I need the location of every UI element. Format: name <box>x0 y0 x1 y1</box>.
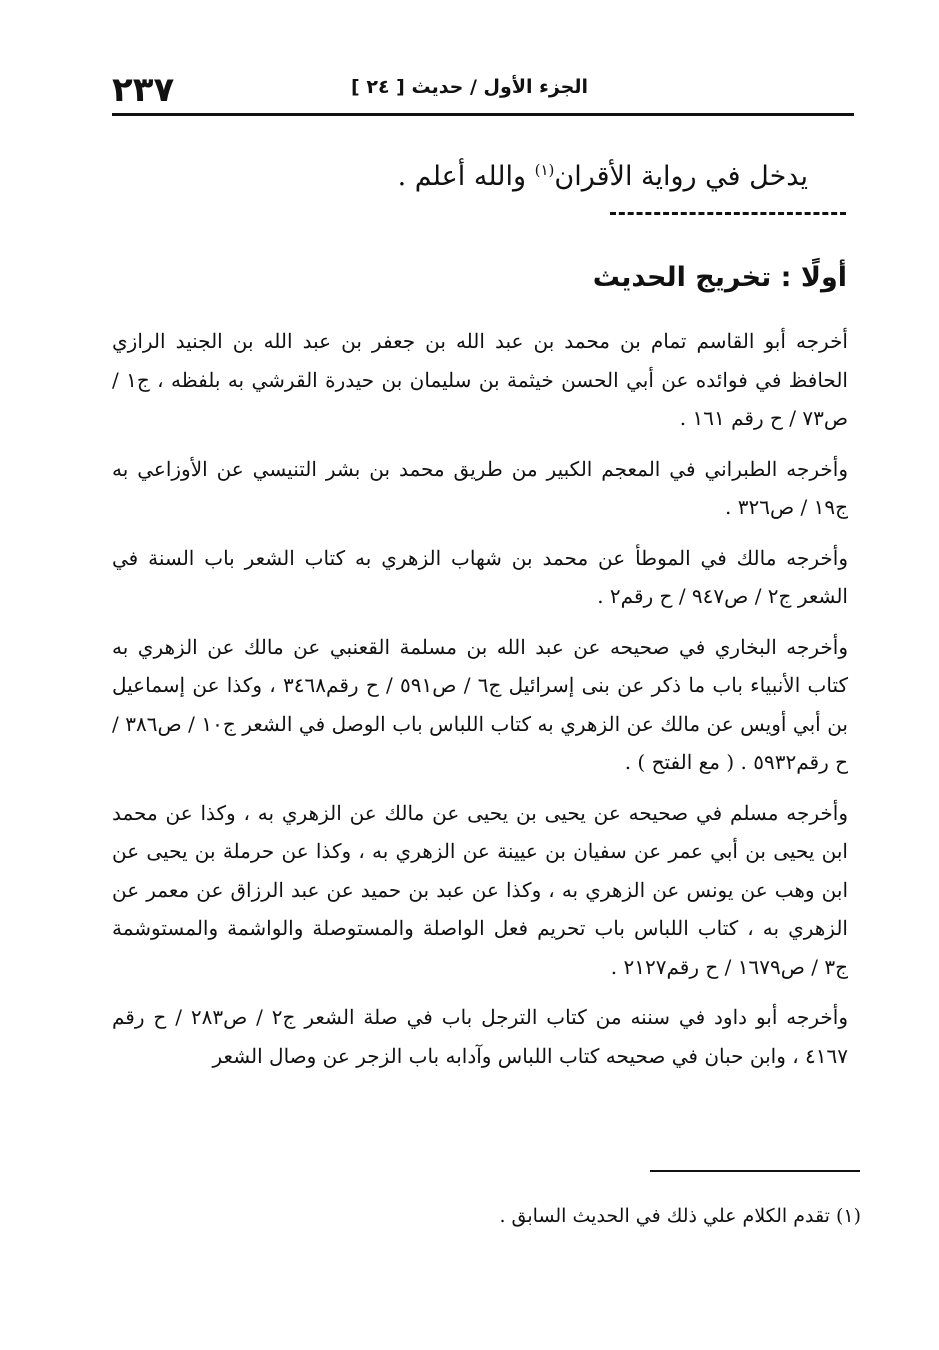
footnote-rule <box>650 1170 860 1172</box>
page-number: ٢٣٧ <box>112 70 175 110</box>
section-title: أولًا : تخريج الحديث <box>592 262 847 293</box>
paragraph: وأخرجه مالك في الموطأ عن محمد بن شهاب الزهري به كتاب الشعر باب السنة في الشعر ج٢ / ص٩٤٧ / ح رقم٢ . <box>112 545 848 608</box>
page-header <box>112 66 852 110</box>
body-text <box>112 322 848 1087</box>
footnote-text: تقدم الكلام علي ذلك في الحديث السابق . <box>499 1205 836 1227</box>
footnote-reference: (١) <box>534 161 555 179</box>
paragraph: وأخرجه الطبراني في المعجم الكبير من طريق محمد بن بشر التنيسي عن الأوزاعي به ج١٩ / ص٣٢٦ . <box>112 456 848 519</box>
running-head: الجزء الأول / حديث [ ٢٤ ] <box>351 76 588 98</box>
header-rule <box>112 113 854 116</box>
section-separator <box>610 212 846 215</box>
paragraph: وأخرجه مسلم في صحيحه عن يحيى بن يحيى عن مالك عن الزهري به ، وكذا عن محمد ابن يحيى بن أبي عمر عن سفيان بن عيينة عن الزهري به ، وكذا عن حرملة بن يحيى عن ابن وهب عن يونس عن الزهري به ، وكذا عن عبد بن حميد عن عبد الرزاق عن معمر عن الزهري به ، كتاب اللباس باب تحريم فعل الواصلة والمستوصلة والواشمة والمستوشمة ج٣ / ص١٦٧٩ / ح رقم٢١٢٧ . <box>112 800 848 979</box>
lead-sentence <box>112 146 848 201</box>
footnote-marker: (١) <box>835 1205 861 1227</box>
lead-text-before: يدخل في رواية الأقران <box>554 161 808 192</box>
footnote <box>499 1205 861 1227</box>
paragraph: أخرجه أبو القاسم تمام بن محمد بن عبد الله بن جعفر بن عبد الله بن الجنيد الرازي الحافظ في فوائده عن أبي الحسن خيثمة بن سليمان بن حيدرة القرشي به بلفظه ، ج١ / ص٧٣ / ح رقم ١٦١ . <box>112 329 848 430</box>
paragraph: وأخرجه البخاري في صحيحه عن عبد الله بن مسلمة القعنبي عن مالك عن الزهري به كتاب الأنبياء باب ما ذكر عن بنى إسرائيل ج٦ / ص٥٩١ / ح رقم٣٤٦٨ ، وكذا عن إسماعيل بن أبي أويس عن مالك عن الزهري به كتاب اللباس باب الوصل في الشعر ج١٠ / ص٣٨٦ / ح رقم٥٩٣٢ . ( مع الفتح ) . <box>112 634 849 774</box>
paragraph: وأخرجه أبو داود في سننه من كتاب الترجل باب في صلة الشعر ج٢ / ص٢٨٣ / ح رقم ٤١٦٧ ، وابن حبان في صحيحه كتاب اللباس وآدابه باب الزجر عن وصال الشعر <box>112 1005 848 1068</box>
lead-text-after: والله أعلم . <box>397 161 535 192</box>
